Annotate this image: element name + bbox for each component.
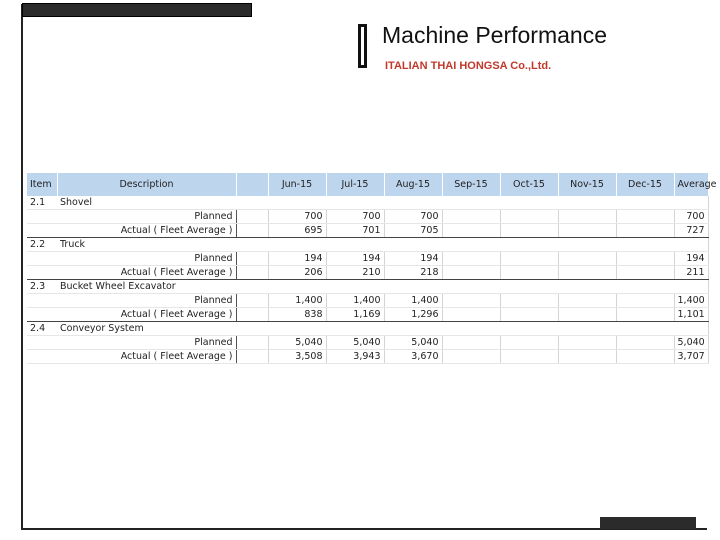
table-row [27,210,708,224]
page-title: Machine Performance [382,22,607,48]
value-cell [616,210,674,224]
column-header: Description [57,173,236,196]
top-decorative-bar [22,3,252,17]
value-cell: 700 [384,210,442,224]
column-header: Jun-15 [268,173,326,196]
value-cell [558,336,616,350]
table-row [27,350,708,364]
value-cell [500,210,558,224]
group-row [27,280,708,294]
value-cell: 218 [384,266,442,280]
value-cell [558,266,616,280]
value-cell [558,350,616,364]
value-cell: 700 [268,210,326,224]
value-cell [442,350,500,364]
value-cell [558,294,616,308]
value-cell: 3,943 [326,350,384,364]
column-header: Average [674,173,708,196]
value-cell [616,336,674,350]
value-cell [500,224,558,238]
value-cell [500,266,558,280]
group-name: Conveyor System [57,322,708,336]
item-number: 2.4 [27,322,57,336]
row-label: Planned [57,336,236,350]
title-bracket-icon [358,24,367,68]
value-cell: 3,508 [268,350,326,364]
table-row [27,266,708,280]
value-cell [558,224,616,238]
table-row [27,224,708,238]
group-name: Shovel [57,196,708,210]
row-label: Planned [57,252,236,266]
value-cell: 5,040 [326,336,384,350]
value-cell [442,224,500,238]
row-label: Actual ( Fleet Average ) [57,266,236,280]
value-cell: 1,169 [326,308,384,322]
value-cell: 206 [268,266,326,280]
value-cell [442,294,500,308]
table-row [27,252,708,266]
value-cell: 5,040 [268,336,326,350]
value-cell: 3,670 [384,350,442,364]
table-row [27,294,708,308]
value-cell [616,252,674,266]
group-name: Bucket Wheel Excavator [57,280,708,294]
value-cell [500,336,558,350]
group-row [27,238,708,252]
table-row [27,308,708,322]
column-header: Item [27,173,57,196]
item-number: 2.3 [27,280,57,294]
value-cell: 701 [326,224,384,238]
value-cell [442,210,500,224]
performance-table [27,173,717,364]
value-cell [442,252,500,266]
value-cell: 5,040 [674,336,708,350]
value-cell [500,308,558,322]
value-cell [442,336,500,350]
value-cell: 210 [326,266,384,280]
column-header-spacer [236,173,268,196]
value-cell: 1,400 [268,294,326,308]
column-header: Sep-15 [442,173,500,196]
value-cell: 211 [674,266,708,280]
value-cell: 1,400 [384,294,442,308]
row-label: Planned [57,294,236,308]
value-cell: 1,296 [384,308,442,322]
value-cell [442,308,500,322]
value-cell [616,294,674,308]
value-cell [616,350,674,364]
value-cell: 700 [326,210,384,224]
table-header-row [27,173,708,196]
column-header: Aug-15 [384,173,442,196]
value-cell [558,308,616,322]
column-header: Oct-15 [500,173,558,196]
column-header: Dec-15 [616,173,674,196]
value-cell: 705 [384,224,442,238]
row-label: Actual ( Fleet Average ) [57,308,236,322]
row-label: Planned [57,210,236,224]
value-cell [500,252,558,266]
value-cell: 695 [268,224,326,238]
value-cell [442,266,500,280]
value-cell [500,350,558,364]
group-row [27,322,708,336]
table-row [27,336,708,350]
value-cell: 1,101 [674,308,708,322]
value-cell: 5,040 [384,336,442,350]
company-name: ITALIAN THAI HONGSA Co.,Ltd. [385,60,552,72]
value-cell [616,224,674,238]
row-label: Actual ( Fleet Average ) [57,224,236,238]
bottom-decorative-bar [600,517,696,529]
value-cell: 194 [326,252,384,266]
value-cell [616,266,674,280]
value-cell [558,210,616,224]
value-cell [616,308,674,322]
value-cell: 194 [384,252,442,266]
item-number: 2.2 [27,238,57,252]
value-cell: 1,400 [326,294,384,308]
column-header: Jul-15 [326,173,384,196]
value-cell: 3,707 [674,350,708,364]
value-cell: 194 [674,252,708,266]
value-cell: 727 [674,224,708,238]
group-row [27,196,708,210]
value-cell [500,294,558,308]
group-name: Truck [57,238,708,252]
column-header: Nov-15 [558,173,616,196]
value-cell: 194 [268,252,326,266]
row-label: Actual ( Fleet Average ) [57,350,236,364]
value-cell: 1,400 [674,294,708,308]
table-body [27,196,708,364]
item-number: 2.1 [27,196,57,210]
value-cell: 700 [674,210,708,224]
value-cell [558,252,616,266]
value-cell: 838 [268,308,326,322]
